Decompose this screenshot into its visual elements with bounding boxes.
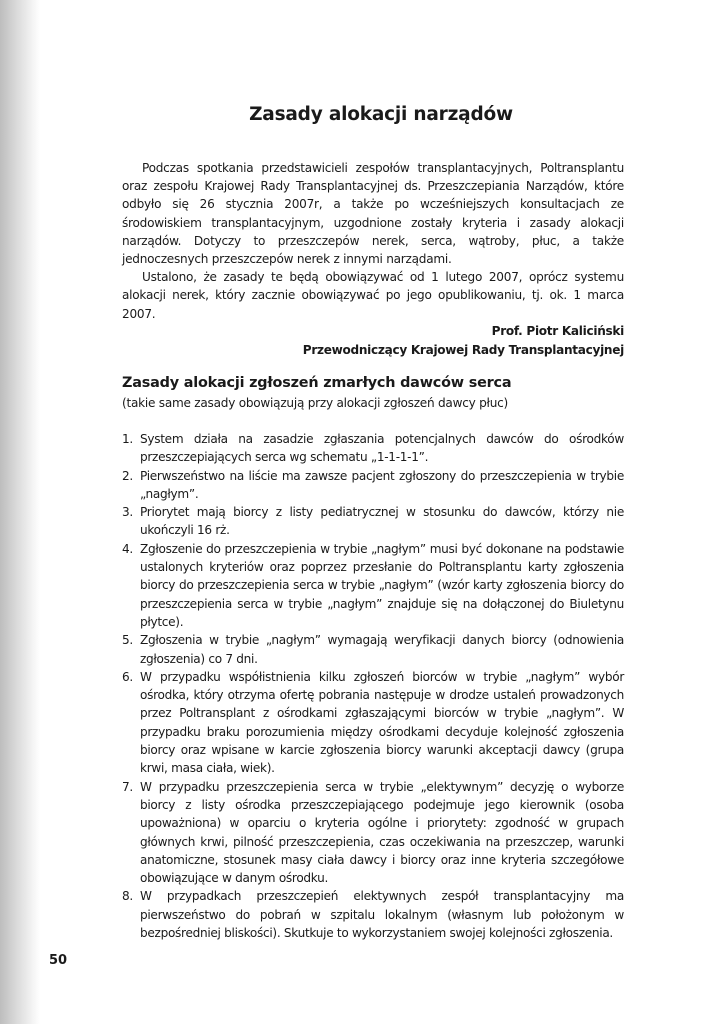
list-item-number: 8. (122, 889, 133, 904)
list-item (122, 778, 624, 888)
signature-name: Prof. Piotr Kaliciński (491, 324, 624, 338)
rules-list (122, 430, 624, 942)
list-item-text: W przypadku przeszczepienia serca w trybie „elektywnym” decyzję o wyborze biorcy z listy ośrodka przeszczepiającego podejmuje jego kierownik (osoba upoważniona) w oparciu o kryteria ogólne i priorytety: zgodność w grupach głównych krwi, pilność przeszczepienia, czas oczekiwania na przeszczep, warunki anatomiczne, stosunek masy ciała dawcy i biorcy oraz inne kryteria szczegółowe obowiązujące w danym ośrodku. (140, 779, 624, 886)
intro-paragraph: Podczas spotkania przedstawicieli zespołów transplantacyjnych, Poltransplantu oraz zespołu Krajowej Rady Transplantacyjnej ds. Przeszczepiania Narządów, które odbyło się 26 stycznia 2007r, a także po wcześniejszych konsultacjach ze środowiskiem transplantacyjnym, uzgodnione zostały kryteria i zasady alokacji narządów. Dotyczy to przeszczepów nerek, serca, wątroby, płuc, a także jednoczesnych przeszczepów nerek z innymi narządami. (122, 161, 624, 267)
section-heading: Zasady alokacji zgłoszeń zmarłych dawców serca (122, 375, 512, 391)
page-margin-shading (0, 0, 40, 1024)
list-item-number: 3. (122, 505, 133, 520)
list-item (122, 430, 624, 467)
list-item (122, 503, 624, 540)
list-item-number: 1. (122, 432, 133, 446)
list-item-text: Pierwszeństwo na liście ma zawsze pacjent zgłoszony do przeszczepienia w trybie „nagłym”. (140, 468, 624, 501)
signature-role: Przewodniczący Krajowej Rady Transplantacyjnej (302, 343, 624, 357)
list-item-number: 5. (122, 633, 133, 648)
list-item-text: W przypadkach przeszczepień elektywnych zespół transplantacyjny ma pierwszeństwo do pobrań w szpitalu lokalnym (własnym lub położonym w bezpośredniej bliskości). Skutkuje to wykorzystaniem swojej kolejności zgłoszenia. (140, 889, 624, 941)
list-item (122, 631, 624, 668)
intro-text (122, 159, 624, 323)
list-item-number: 7. (122, 779, 133, 794)
list-item-text: Zgłoszenia w trybie „nagłym” wymagają weryfikacji danych biorcy (odnowienia zgłoszenia) co 7 dni. (140, 633, 624, 666)
list-item (122, 887, 624, 942)
section-subheading: (takie same zasady obowiązują przy alokacji zgłoszeń dawcy płuc) (122, 396, 509, 410)
list-item (122, 467, 624, 504)
list-item-text: Priorytet mają biorcy z listy pediatrycznej w stosunku do dawców, którzy nie ukończyli 16 rż. (140, 505, 624, 538)
list-item-text: System działa na zasadzie zgłaszania potencjalnych dawców do ośrodków przeszczepiających serca wg schematu „1-1-1-1”. (140, 432, 624, 465)
list-item-number: 4. (122, 541, 133, 556)
document-title: Zasady alokacji narządów (249, 104, 513, 125)
intro-paragraph: Ustalono, że zasady te będą obowiązywać od 1 lutego 2007, oprócz systemu alokacji nerek, który zacznie obowiązywać po jego opublikowaniu, tj. ok. 1 marca 2007. (122, 270, 624, 321)
signature-block (303, 322, 624, 360)
page-number: 50 (49, 953, 68, 968)
list-item-text: W przypadku współistnienia kilku zgłoszeń biorców w trybie „nagłym” wybór ośrodka, który otrzyma ofertę pobrania następuje w drodze ustaleń prowadzonych przez Poltransplant z ośrodkami zgłaszającymi biorców w trybie „nagłym”. W przypadku braku porozumienia między ośrodkami decyduje kolejność zgłoszenia biorcy oraz wpisane w karcie zgłoszenia biorcy warunki akceptacji dawcy (grupa krwi, masa ciała, wiek). (140, 669, 624, 776)
list-item-text: Zgłoszenie do przeszczepienia w trybie „nagłym” musi być dokonane na podstawie ustalonych kryteriów oraz poprzez przesłanie do Poltransplantu karty zgłoszenia biorcy do przeszczepienia serca w trybie „nagłym” (wzór karty zgłoszenia biorcy do przeszczepienia serca w trybie „nagłym” znajduje się na dołączonej do Biuletynu płytce). (140, 541, 624, 629)
list-item (122, 540, 624, 631)
list-item-number: 2. (122, 468, 133, 483)
list-item-number: 6. (122, 669, 133, 684)
list-item (122, 668, 624, 778)
